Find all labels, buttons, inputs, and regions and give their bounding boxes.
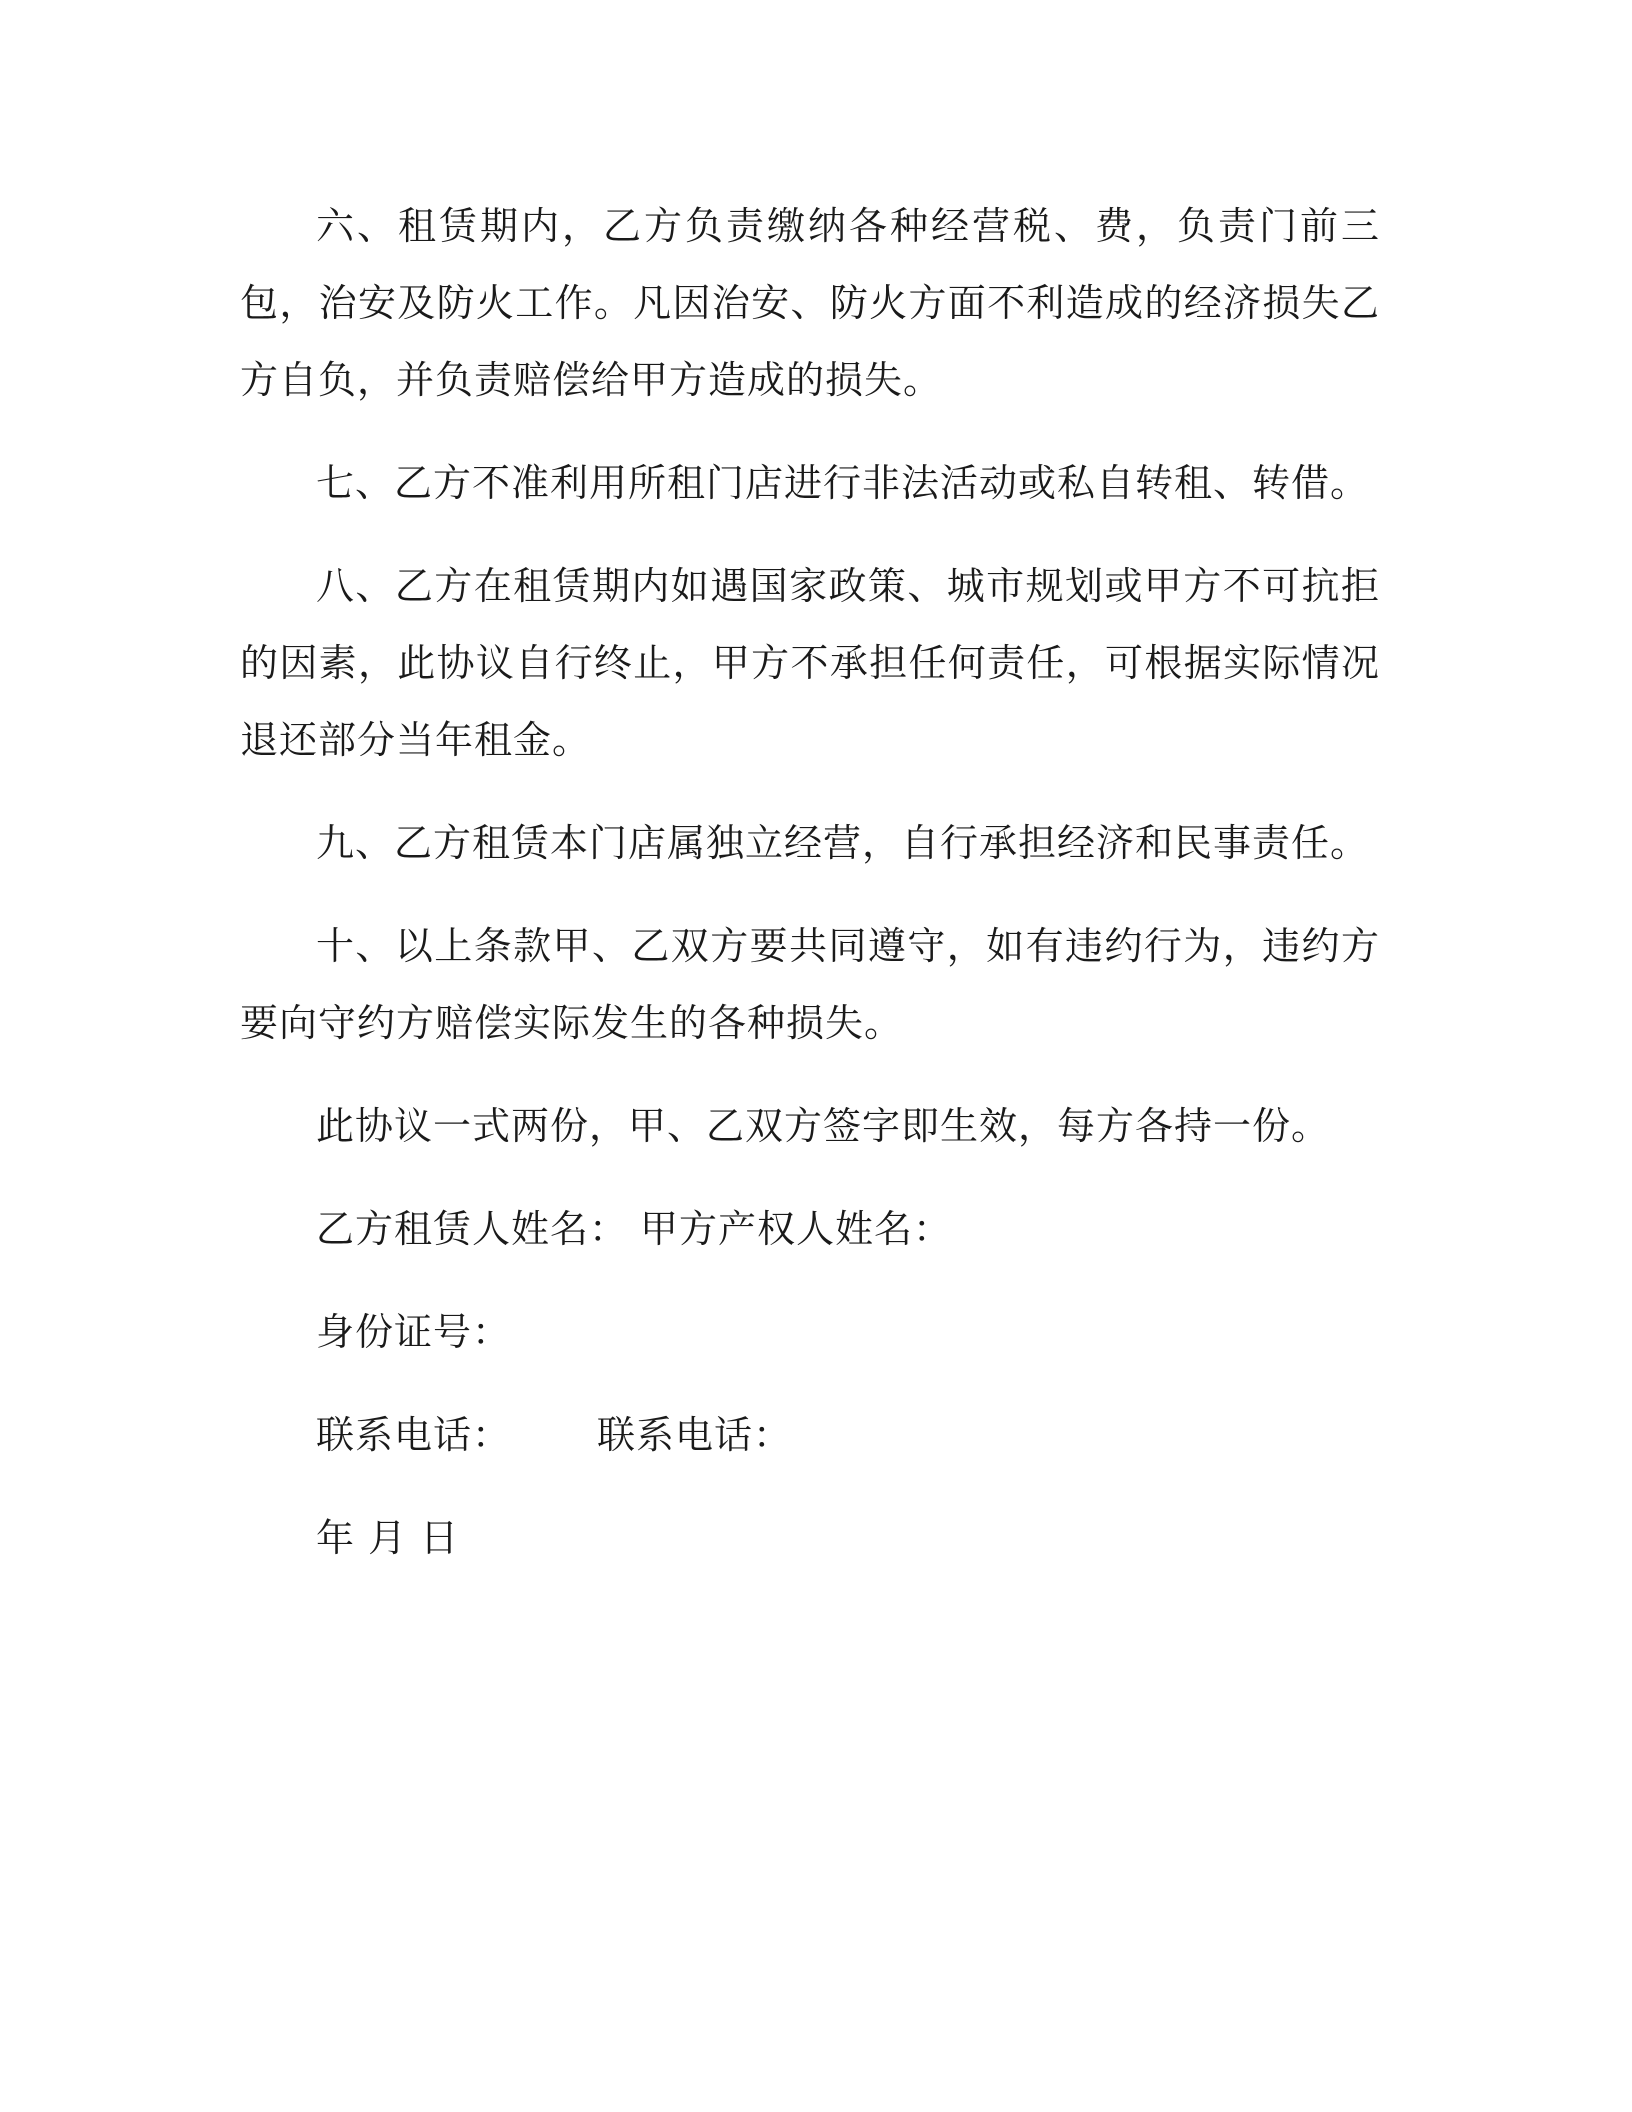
phone-line (240, 1397, 1380, 1474)
closing-statement: 此协议一式两份，甲、乙双方签字即生效，每方各持一份。 (316, 1104, 1331, 1148)
document-page (240, 188, 1380, 1603)
date-label: 年 月 日 (316, 1516, 460, 1560)
clause-9: 九、乙方租赁本门店属独立经营，自行承担经济和民事责任。 (316, 821, 1370, 865)
clause-8: 八、乙方在租赁期内如遇国家政策、城市规划或甲方不可抗拒的因素，此协议自行终止，甲方不承担任何责任，可根据实际情况退还部分当年租金。 (240, 564, 1380, 762)
clause-7: 七、乙方不准利用所租门店进行非法活动或私自转租、转借。 (316, 461, 1370, 505)
clause-6: 六、租赁期内，乙方负责缴纳各种经营税、费，负责门前三包，治安及防火工作。凡因治安、防火方面不利造成的经济损失乙方自负，并负责赔偿给甲方造成的损失。 (240, 204, 1380, 402)
owner-phone-label: 联系电话： (597, 1413, 793, 1457)
owner-name-label: 甲方产权人姓名： (640, 1207, 953, 1251)
id-number-label: 身份证号： (316, 1310, 512, 1354)
tenant-name-label: 乙方租赁人姓名： (316, 1207, 629, 1251)
name-signature-line (240, 1191, 1380, 1268)
id-number-line (240, 1294, 1380, 1371)
date-line (240, 1500, 1380, 1577)
tenant-phone-label: 联系电话： (316, 1413, 512, 1457)
clause-10: 十、以上条款甲、乙双方要共同遵守，如有违约行为，违约方要向守约方赔偿实际发生的各种损失。 (240, 924, 1380, 1045)
